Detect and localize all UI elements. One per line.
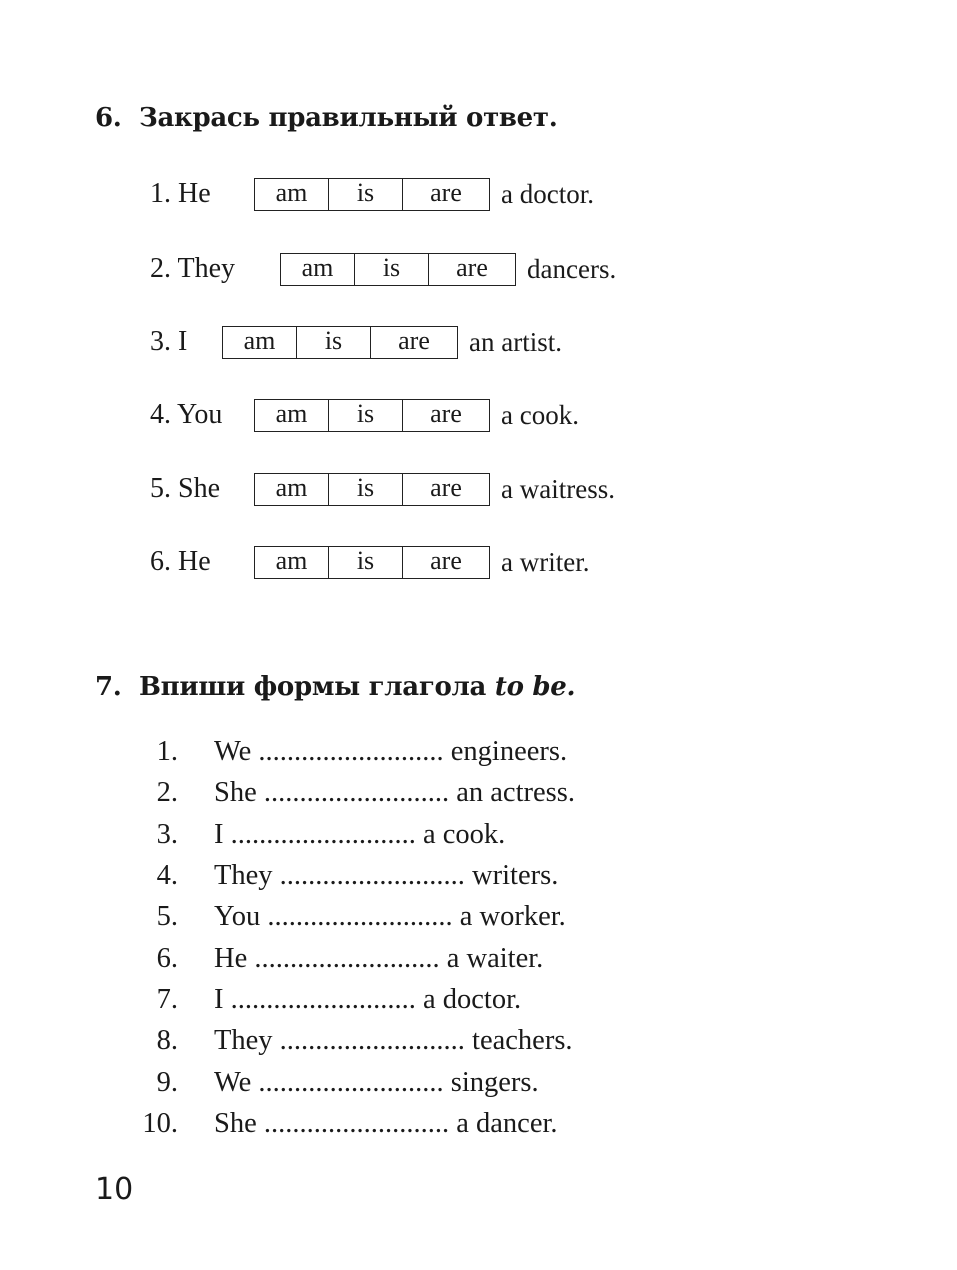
item-number: 7.	[156, 984, 178, 1015]
choice-is[interactable]: is	[329, 474, 403, 505]
choice-row	[150, 251, 616, 287]
exercise-title: Впиши формы глагола	[139, 672, 487, 702]
row-label: 2. They	[150, 253, 236, 284]
fill-item	[130, 1065, 539, 1101]
item-number: 9.	[156, 1067, 178, 1098]
row-ending: a waitress.	[501, 473, 615, 504]
item-sentence[interactable]: We .......................... engineers.	[214, 736, 568, 767]
choice-am[interactable]: am	[255, 474, 329, 505]
fill-item	[130, 941, 543, 977]
exercise-6-heading	[95, 103, 557, 133]
choice-row	[150, 544, 589, 580]
choice-am[interactable]: am	[223, 327, 297, 358]
row-ending: dancers.	[527, 253, 617, 284]
exercise-number: 6.	[95, 103, 122, 133]
row-ending: a doctor.	[501, 178, 594, 209]
row-label: 6. He	[150, 546, 211, 577]
choice-is[interactable]: is	[329, 179, 403, 210]
choice-row	[150, 324, 562, 360]
item-sentence[interactable]: We .......................... singers.	[214, 1067, 539, 1098]
choice-is[interactable]: is	[329, 400, 403, 431]
item-number: 5.	[156, 901, 178, 932]
choice-am[interactable]: am	[255, 547, 329, 578]
choice-are[interactable]: are	[456, 252, 488, 282]
choice-am[interactable]: am	[255, 400, 329, 431]
answer-choices	[254, 178, 490, 211]
item-number: 8.	[156, 1025, 178, 1056]
fill-item	[130, 734, 567, 770]
row-label: 5. She	[150, 473, 220, 504]
answer-choices	[280, 253, 516, 286]
item-sentence[interactable]: She .......................... an actress.	[214, 777, 575, 808]
page-number: 10	[95, 1172, 134, 1207]
choice-is[interactable]: is	[297, 327, 371, 358]
item-number: 1.	[156, 736, 178, 767]
choice-row	[150, 176, 594, 212]
fill-item	[130, 775, 575, 811]
answer-choices	[254, 546, 490, 579]
choice-row	[150, 471, 615, 507]
row-ending: an artist.	[469, 326, 562, 357]
choice-are[interactable]: are	[430, 177, 462, 207]
row-ending: a writer.	[501, 546, 590, 577]
exercise-7-heading	[95, 672, 575, 702]
item-sentence[interactable]: I .......................... a doctor.	[214, 984, 522, 1015]
exercise-title: Закрась правильный ответ.	[139, 103, 558, 133]
item-sentence[interactable]: He .......................... a waiter.	[214, 943, 544, 974]
item-number: 2.	[156, 777, 178, 808]
exercise-number: 7.	[95, 672, 122, 702]
item-sentence[interactable]: They .......................... writers.	[214, 860, 559, 891]
row-label: 4. You	[150, 399, 223, 430]
choice-are[interactable]: are	[430, 398, 462, 428]
item-number: 3.	[156, 819, 178, 850]
choice-row	[150, 397, 579, 433]
fill-item	[130, 982, 521, 1018]
fill-item	[130, 858, 558, 894]
row-ending: a cook.	[501, 399, 579, 430]
choice-are[interactable]: are	[398, 325, 430, 355]
row-label: 1. He	[150, 178, 211, 209]
choice-are[interactable]: are	[430, 545, 462, 575]
item-number: 4.	[156, 860, 178, 891]
choice-are[interactable]: are	[430, 472, 462, 502]
item-sentence[interactable]: You .......................... a worker.	[214, 901, 566, 932]
item-number: 6.	[156, 943, 178, 974]
fill-item	[130, 899, 566, 935]
answer-choices	[254, 473, 490, 506]
fill-item	[130, 817, 505, 853]
fill-item	[130, 1023, 573, 1059]
exercise-title-italic: to be.	[494, 672, 576, 702]
answer-choices	[222, 326, 458, 359]
item-sentence[interactable]: I .......................... a cook.	[214, 819, 506, 850]
answer-choices	[254, 399, 490, 432]
fill-item	[130, 1106, 558, 1142]
item-sentence[interactable]: They .......................... teachers.	[214, 1025, 573, 1056]
item-number: 10.	[142, 1108, 178, 1139]
choice-am[interactable]: am	[281, 254, 355, 285]
row-label: 3. I	[150, 326, 188, 357]
item-sentence[interactable]: She .......................... a dancer.	[214, 1108, 558, 1139]
choice-is[interactable]: is	[329, 547, 403, 578]
choice-am[interactable]: am	[255, 179, 329, 210]
choice-is[interactable]: is	[355, 254, 429, 285]
